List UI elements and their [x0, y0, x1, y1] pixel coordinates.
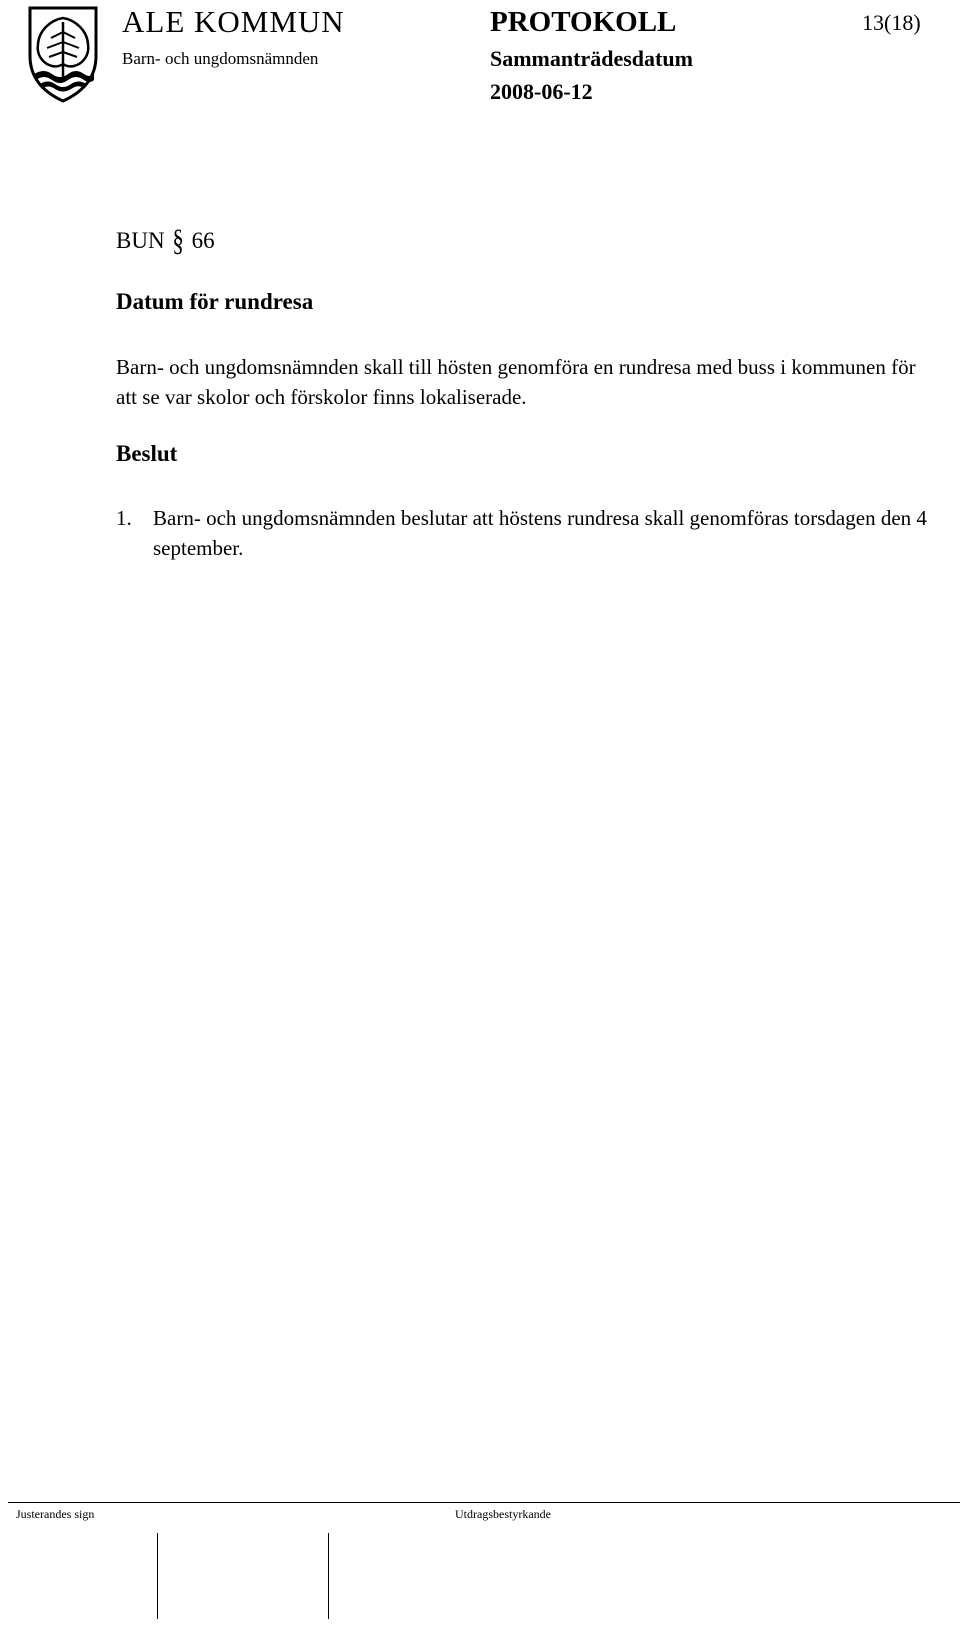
municipal-coat-of-arms-icon: [22, 4, 104, 104]
organization-name: ALE KOMMUN: [122, 4, 345, 39]
section-body: Barn- och ungdomsnämnden skall till hösten genomföra en rundresa med buss i kommunen för att se var skolor och förskolor finns lokaliserade.: [116, 355, 916, 409]
paragraph-symbol: §: [172, 223, 184, 258]
committee-name: Barn- och ungdomsnämnden: [122, 49, 319, 68]
signature-divider: [328, 1533, 329, 1619]
signature-divider: [157, 1533, 158, 1619]
document-type: PROTOKOLL: [490, 6, 677, 38]
decision-item: [116, 503, 936, 563]
section-identifier: [116, 223, 215, 258]
decision-number: 1.: [116, 506, 132, 530]
section-number: 66: [191, 228, 215, 253]
decision-text: Barn- och ungdomsnämnden beslutar att höstens rundresa skall genomföras torsdagen den 4 september.: [153, 506, 927, 560]
meeting-date-label: Sammanträdesdatum: [490, 46, 693, 71]
section-title: Datum för rundresa: [116, 289, 314, 314]
decision-heading: Beslut: [116, 441, 178, 466]
page-number: 13(18): [862, 10, 921, 35]
extract-certification-label: Utdragsbestyrkande: [455, 1507, 551, 1521]
decision-list: [116, 503, 936, 563]
footer-divider: [8, 1502, 960, 1503]
section-prefix: BUN: [116, 228, 165, 253]
meeting-date: 2008-06-12: [490, 79, 593, 104]
initials-label: Justerandes sign: [16, 1507, 95, 1521]
